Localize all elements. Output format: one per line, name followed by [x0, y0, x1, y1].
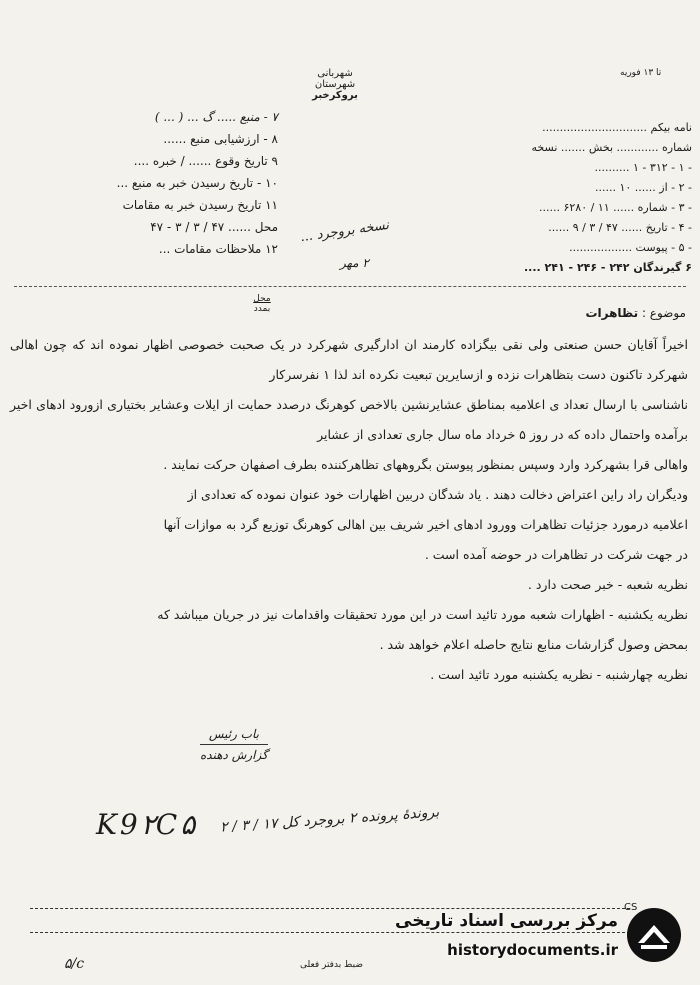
routing-line: - ۳ - شماره ...... ۱۱ / ۶۲۸۰ ......	[539, 201, 692, 214]
body-paragraph: نظریه یکشنبه - اظهارات شعبه مورد تائید است در این مورد تحقیقات واقدامات نیز در جریان میباشد که	[157, 607, 688, 622]
book-logo-icon	[624, 905, 684, 965]
info-line: محل ...... ۴۷ / ۳ / ۳ - ۴۷	[150, 220, 278, 234]
subject-label: موضوع :	[641, 306, 686, 320]
watermark-title: مرکز بررسی اسناد تاریخی	[395, 911, 618, 931]
subject-line	[585, 306, 686, 320]
body-paragraph: نظریه چهارشنبه - نظریه یکشنبه مورد تائید است .	[430, 667, 688, 682]
subject-value: تظاهرات	[585, 306, 639, 320]
body-paragraph: ناشناسی با ارسال تعداد ی اعلامیه بمناطق عشایرنشین بالاخص کوهرنگ درصدد حمایت از ایلات وعشایر بختیاری ازورود ادهای اخیر برآمده واحتمال داده که در روز ۵ خرداد ماه سال جاری تعدادی از عشایر	[10, 397, 688, 442]
routing-block	[432, 118, 692, 278]
routing-line: نامه بیکم ..............................	[542, 121, 692, 134]
footer-left-mark: ۵/c	[64, 956, 85, 972]
header-divider	[14, 286, 686, 287]
recipients-line: ۶ گیرندگان ۲۴۲ - ۲۴۶ - ۲۴۱ ....	[524, 261, 692, 274]
top-note: تا ۱۳ فوریه	[620, 68, 662, 78]
info-line: ۹ تاریخ وقوع ...... / خبره ....	[133, 154, 278, 168]
body-paragraph: بمحض وصول گزارشات منابع نتایج حاصله اعلام خواهد شد .	[379, 637, 688, 652]
routing-line: شماره ............ بخش ....... نسخه	[531, 141, 692, 154]
info-line: ۱۲ ملاحظات مقامات ...	[158, 242, 278, 256]
signature-line2: گزارش دهنده	[200, 744, 268, 765]
header-stamp-line2: بروکرخبر	[312, 90, 358, 101]
site-watermark	[395, 897, 690, 979]
report-body	[10, 330, 688, 690]
signature-block	[200, 724, 268, 765]
footer-right-mark: CS	[624, 902, 638, 913]
routing-line: - ۵ - پیوست ..................	[569, 241, 692, 254]
info-line: ۷ - منبع ..... گ ... ( ... )	[154, 110, 278, 124]
routing-line: - ۱ - ۳۱۲ - ۱ ..........	[594, 161, 692, 174]
stamp-mark	[242, 294, 282, 314]
body-paragraph: نظریه شعبه - خبر صحت دارد .	[527, 577, 688, 592]
source-info-block	[18, 106, 278, 260]
header-stamp-line1: شهربانی شهرستان	[314, 68, 356, 90]
handwritten-file-note: بروندهٔ پرونده ۲ بروجرد کل ۱۷ / ۳ / ۲	[219, 804, 440, 836]
body-paragraph: ودیگران راد راین اعتراض دخالت دهند . یاد شدگان دربین اظهارات خود عنوان نموده که تعدادی از	[187, 487, 688, 502]
stamp-mark-line1: محل	[253, 294, 271, 304]
footer-stamp: ضبط بدفتر فعلی	[300, 960, 363, 970]
header-stamp	[300, 68, 370, 101]
body-paragraph: اخیراً آقایان حسن صنعتی ولی نقی بیگزاده کارمند ان ادارگیری شهرکرد در یک صحبت خصوصی اظهار نموده اند که چون اهالی شهرکرد تاکنون دست بتظاهرات نزده و ازسایرین تبعیت نکرده اند لذا ۱ نفرسرکار	[10, 337, 688, 382]
handwritten-number: ۲ مهر	[340, 256, 369, 270]
info-line: ۱۰ - تاریخ رسیدن خبر به منبع ...	[116, 176, 278, 190]
body-paragraph: واهالی قرا بشهرکرد وارد وسپس بمنظور پیوستن بگروههای تظاهرکننده بطرف اصفهان حرکت نمایند .	[163, 457, 688, 472]
handwritten-side-note: نسخه بروجرد ...	[299, 217, 390, 246]
routing-line: - ۴ - تاریخ ...... ۴۷ / ۳ / ۹ ......	[548, 221, 692, 234]
body-paragraph: اعلامیه درمورد جزئیات تظاهرات وورود ادهای اخیر شریف بین اهالی کوهرنگ توزیع گرد به موازات آنها	[163, 517, 688, 532]
body-paragraph: در جهت شرکت در تظاهرات در حوضه آمده است .	[424, 547, 688, 562]
info-line: ۱۱ تاریخ رسیدن خبر به مقامات	[122, 198, 278, 212]
stamp-mark-line2: بمدد	[253, 304, 271, 314]
watermark-url: historydocuments.ir	[447, 941, 618, 959]
handwritten-file-number: K9۲C۵	[96, 808, 196, 841]
signature-line1: باب رئیس	[208, 727, 259, 741]
info-line: ۸ - ارزشیابی منبع ......	[163, 132, 278, 146]
routing-line: - ۲ - از ...... ۱۰ ......	[594, 181, 692, 194]
